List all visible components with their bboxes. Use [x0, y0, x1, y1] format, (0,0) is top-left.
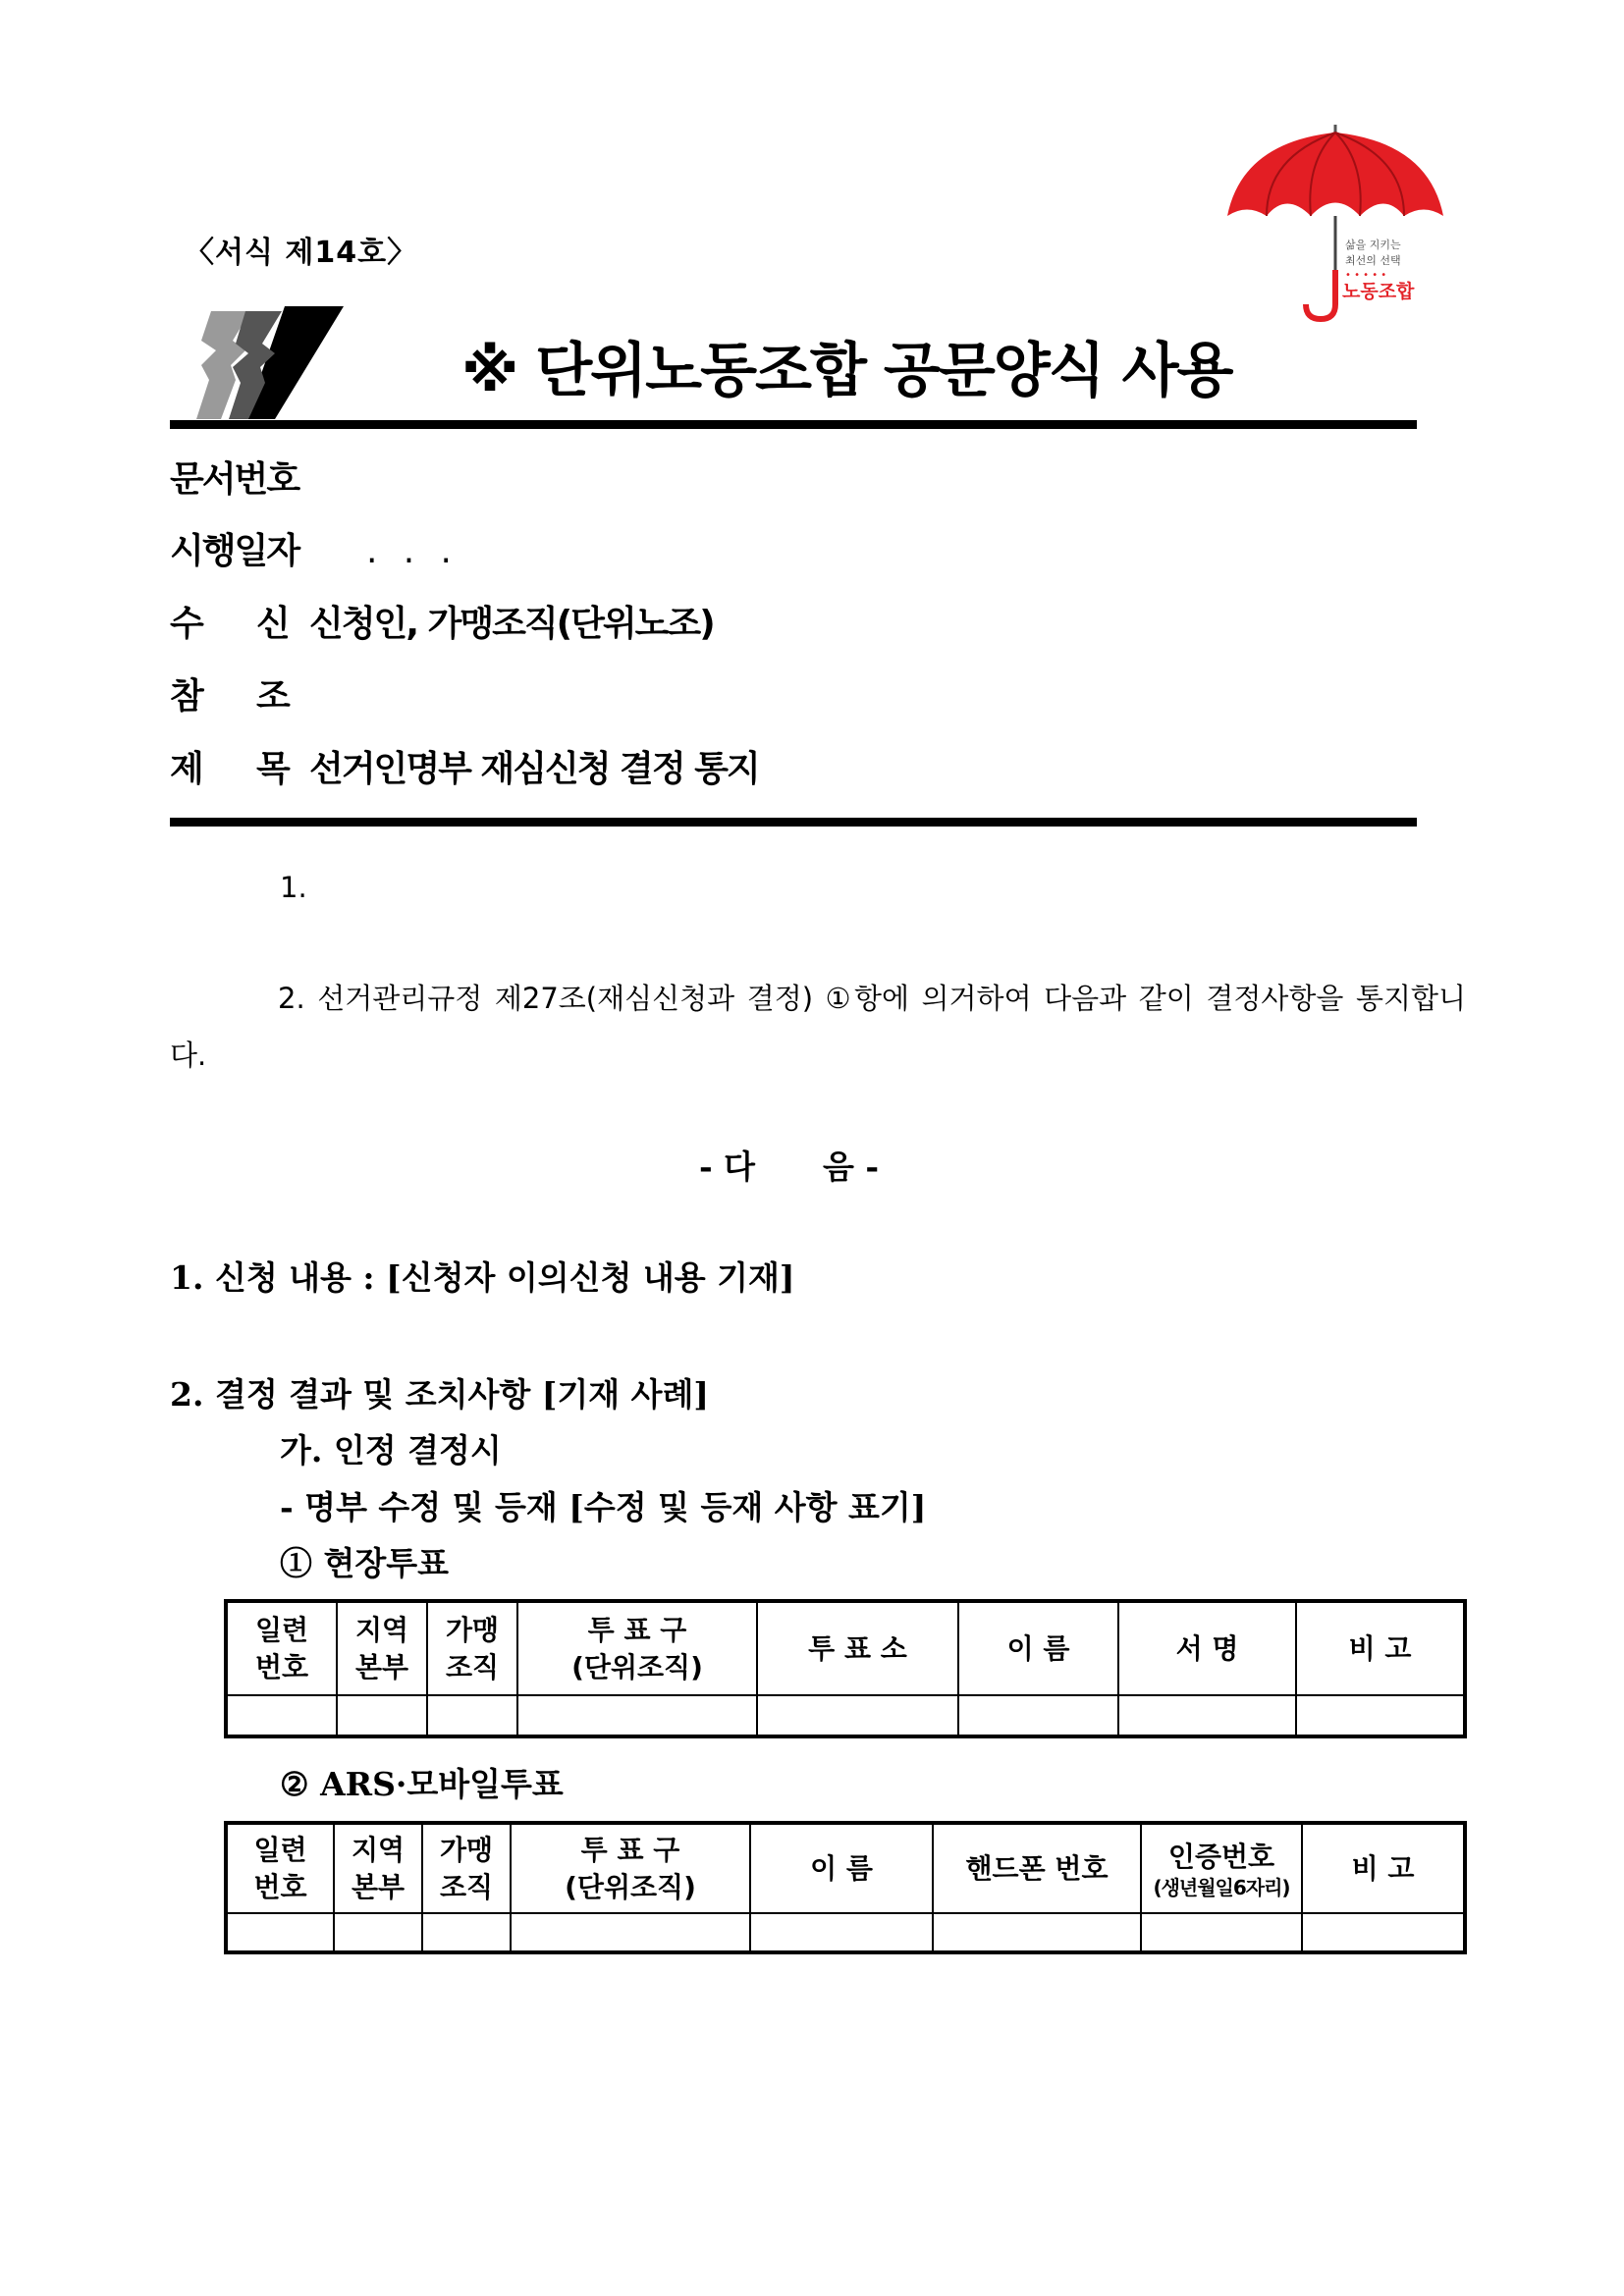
- table-1-title: ① 현장투표: [280, 1544, 450, 1582]
- subject-label-2: 목: [256, 749, 289, 789]
- separator-heading: - 다 음 -: [699, 1148, 880, 1186]
- header-name: 이 름: [750, 1823, 933, 1913]
- header-bottom-rule: [170, 818, 1417, 827]
- doc-number-label: 문서번호: [170, 459, 299, 500]
- header-region: 지역 본부: [334, 1823, 422, 1913]
- header-note: 비 고: [1302, 1823, 1465, 1913]
- body-item-1: 1.: [280, 871, 307, 904]
- header-region: 지역 본부: [337, 1601, 427, 1695]
- svg-text:• • • • •: • • • • •: [1345, 270, 1387, 281]
- header-org: 가맹 조직: [422, 1823, 511, 1913]
- header-top-rule: [170, 420, 1417, 429]
- reference-row: [170, 668, 309, 719]
- header-org: 가맹 조직: [427, 1601, 517, 1695]
- table-2-title: ② ARS·모바일투표: [280, 1765, 564, 1803]
- header-district: 투 표 구 (단위조직): [517, 1601, 757, 1695]
- header-district: 투 표 구 (단위조직): [511, 1823, 750, 1913]
- recipient-label-1: 수: [170, 604, 202, 644]
- date-value: . . .: [366, 531, 450, 571]
- header-serial: 일련 번호: [226, 1601, 337, 1695]
- recipient-label-2: 신: [256, 604, 289, 644]
- logo-slogan-2: 최선의 선택: [1345, 254, 1401, 267]
- header-note: 비 고: [1296, 1601, 1465, 1695]
- subject-label-1: 제: [170, 749, 202, 789]
- recipient-row: [170, 596, 714, 646]
- logo-slogan-1: 삶을 지키는: [1345, 239, 1401, 251]
- logo-union-name: 노동조합: [1342, 281, 1415, 302]
- reference-label-1: 참: [170, 676, 202, 717]
- reference-label-2: 조: [256, 676, 289, 717]
- recipient-value: 신청인, 가맹조직(단위노조): [309, 604, 714, 644]
- umbrella-logo-icon: [1222, 123, 1448, 324]
- onsite-vote-table: [224, 1599, 1467, 1738]
- body-item-2: 2. 선거관리규정 제27조(재심신청과 결정) ①항에 의거하여 다음과 같이 결정사항을 통지합니다.: [170, 982, 1466, 1072]
- header-phone: 핸드폰 번호: [933, 1823, 1141, 1913]
- sub-a-heading: 가. 인정 결정시: [280, 1431, 502, 1469]
- table-header-row: [226, 1823, 1465, 1913]
- section-1-heading: 1. 신청 내용 : [신청자 이의신청 내용 기재]: [170, 1258, 795, 1297]
- header-station: 투 표 소: [757, 1601, 958, 1695]
- umbrella-handle: [1306, 270, 1335, 319]
- ars-mobile-vote-table: [224, 1821, 1467, 1954]
- subject-row: [170, 741, 759, 791]
- umbrella-canopy: [1227, 133, 1443, 216]
- date-label: 시행일자: [170, 531, 299, 571]
- document-title: ※ 단위노동조합 공문양식 사용: [461, 337, 1232, 405]
- header-name: 이 름: [958, 1601, 1118, 1695]
- table-row: [226, 1695, 1465, 1736]
- form-number: 〈서식 제14호〉: [185, 236, 418, 270]
- union-logo-icon: [191, 306, 344, 419]
- table-header-row: [226, 1601, 1465, 1695]
- header-serial: 일련 번호: [226, 1823, 334, 1913]
- date-row: [170, 523, 450, 573]
- header-auth: 인증번호 (생년월일6자리): [1141, 1823, 1302, 1913]
- subject-value: 선거인명부 재심신청 결정 통지: [309, 749, 759, 789]
- sub-a-dash: - 명부 수정 및 등재 [수정 및 등재 사항 표기]: [280, 1488, 927, 1526]
- section-2-heading: 2. 결정 결과 및 조치사항 [기재 사례]: [170, 1375, 710, 1414]
- header-sign: 서 명: [1118, 1601, 1296, 1695]
- table-row: [226, 1913, 1465, 1952]
- doc-number-row: [170, 452, 309, 502]
